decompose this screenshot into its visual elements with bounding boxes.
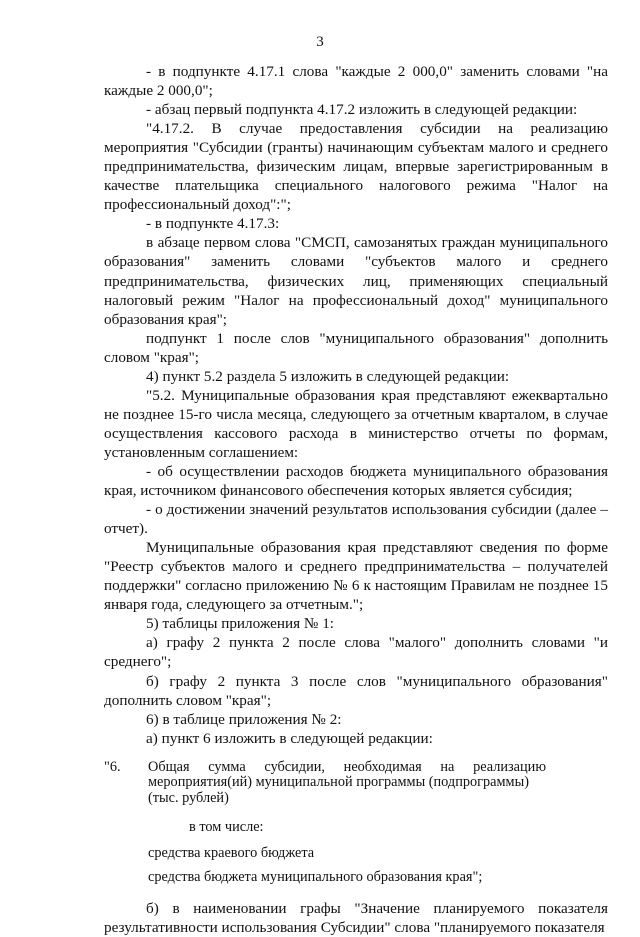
paragraph: 5) таблицы приложения № 1: [146, 615, 335, 633]
paragraph: - об осуществлении расходов бюджета муниципального образования края, источником финансового обеспечения которых является субсидия; [104, 462, 608, 500]
in-that-number-label: в том числе: [189, 819, 264, 836]
paragraph: в абзаце первом слова "СМСП, самозанятых граждан муниципального образования" заменить словами "субъектов малого и среднего предпринимательства, физических лиц, применяющих специальный налоговый режим "Налог на профессиональный доход" муниципального образования края"; [104, 234, 608, 328]
document-body [104, 62, 608, 937]
page-number: 3 [316, 34, 324, 50]
paragraph: а) пункт 6 изложить в следующей редакции: [146, 729, 433, 747]
paragraph: б) графу 2 пункта 3 после слов "муниципального образования" дополнить словом "края"; [104, 672, 608, 709]
row-title: Общая сумма субсидии, необходимая на реализацию мероприятия(ий) муниципальной программы (подпрограммы) [148, 758, 546, 791]
row-number: "6. [104, 758, 121, 775]
paragraph: а) графу 2 пункта 2 после слова "малого" дополнить словами "и среднего"; [104, 634, 608, 671]
paragraph: - в подпункте 4.17.1 слова "каждые 2 000,0" заменить словами "на каждые 2 000,0"; [104, 63, 608, 100]
paragraph: подпункт 1 после слов "муниципального образования" дополнить словом "края"; [104, 329, 608, 366]
paragraph: Муниципальные образования края представляют сведения по форме "Реестр субъектов малого и среднего предпринимательства – получателей поддержки" согласно приложению № 6 к настоящим Правилам не позднее 15 января года, следующего за отчетным."; [104, 539, 608, 614]
table-row [104, 760, 608, 807]
paragraph: "4.17.2. В случае предоставления субсидии на реализацию мероприятия "Субсидии (гранты) начинающим субъектам малого и среднего предпринимательства, физическим лицам, впервые зарегистрированным в качестве плательщика специального налогового режима "Налог на профессиональный доход":"; [104, 120, 608, 214]
paragraph: 6) в таблице приложения № 2: [146, 710, 342, 728]
paragraph: - о достижении значений результатов использования субсидии (далее – отчет). [104, 501, 608, 538]
row-unit: (тыс. рублей) [148, 789, 229, 806]
closing-paragraph: б) в наименовании графы "Значение планируемого показателя результативности использования Субсидии" слова "планируемого показателя [104, 900, 608, 937]
paragraph: - в подпункте 4.17.3: [146, 215, 280, 233]
regional-budget-label: средства краевого бюджета [148, 845, 315, 862]
paragraph: "5.2. Муниципальные образования края представляют ежеквартально не позднее 15-го числа месяца, следующего за отчетным кварталом, в случае осуществления кассового расхода в министерство отчеты по формам, установленным соглашением: [104, 386, 608, 461]
paragraph: - абзац первый подпункта 4.17.2 изложить в следующей редакции: [146, 101, 578, 119]
paragraph: 4) пункт 5.2 раздела 5 изложить в следующей редакции: [146, 367, 510, 385]
row-description [148, 760, 608, 807]
table-excerpt [104, 760, 608, 886]
municipal-budget-label: средства бюджета муниципального образования края"; [148, 868, 483, 885]
